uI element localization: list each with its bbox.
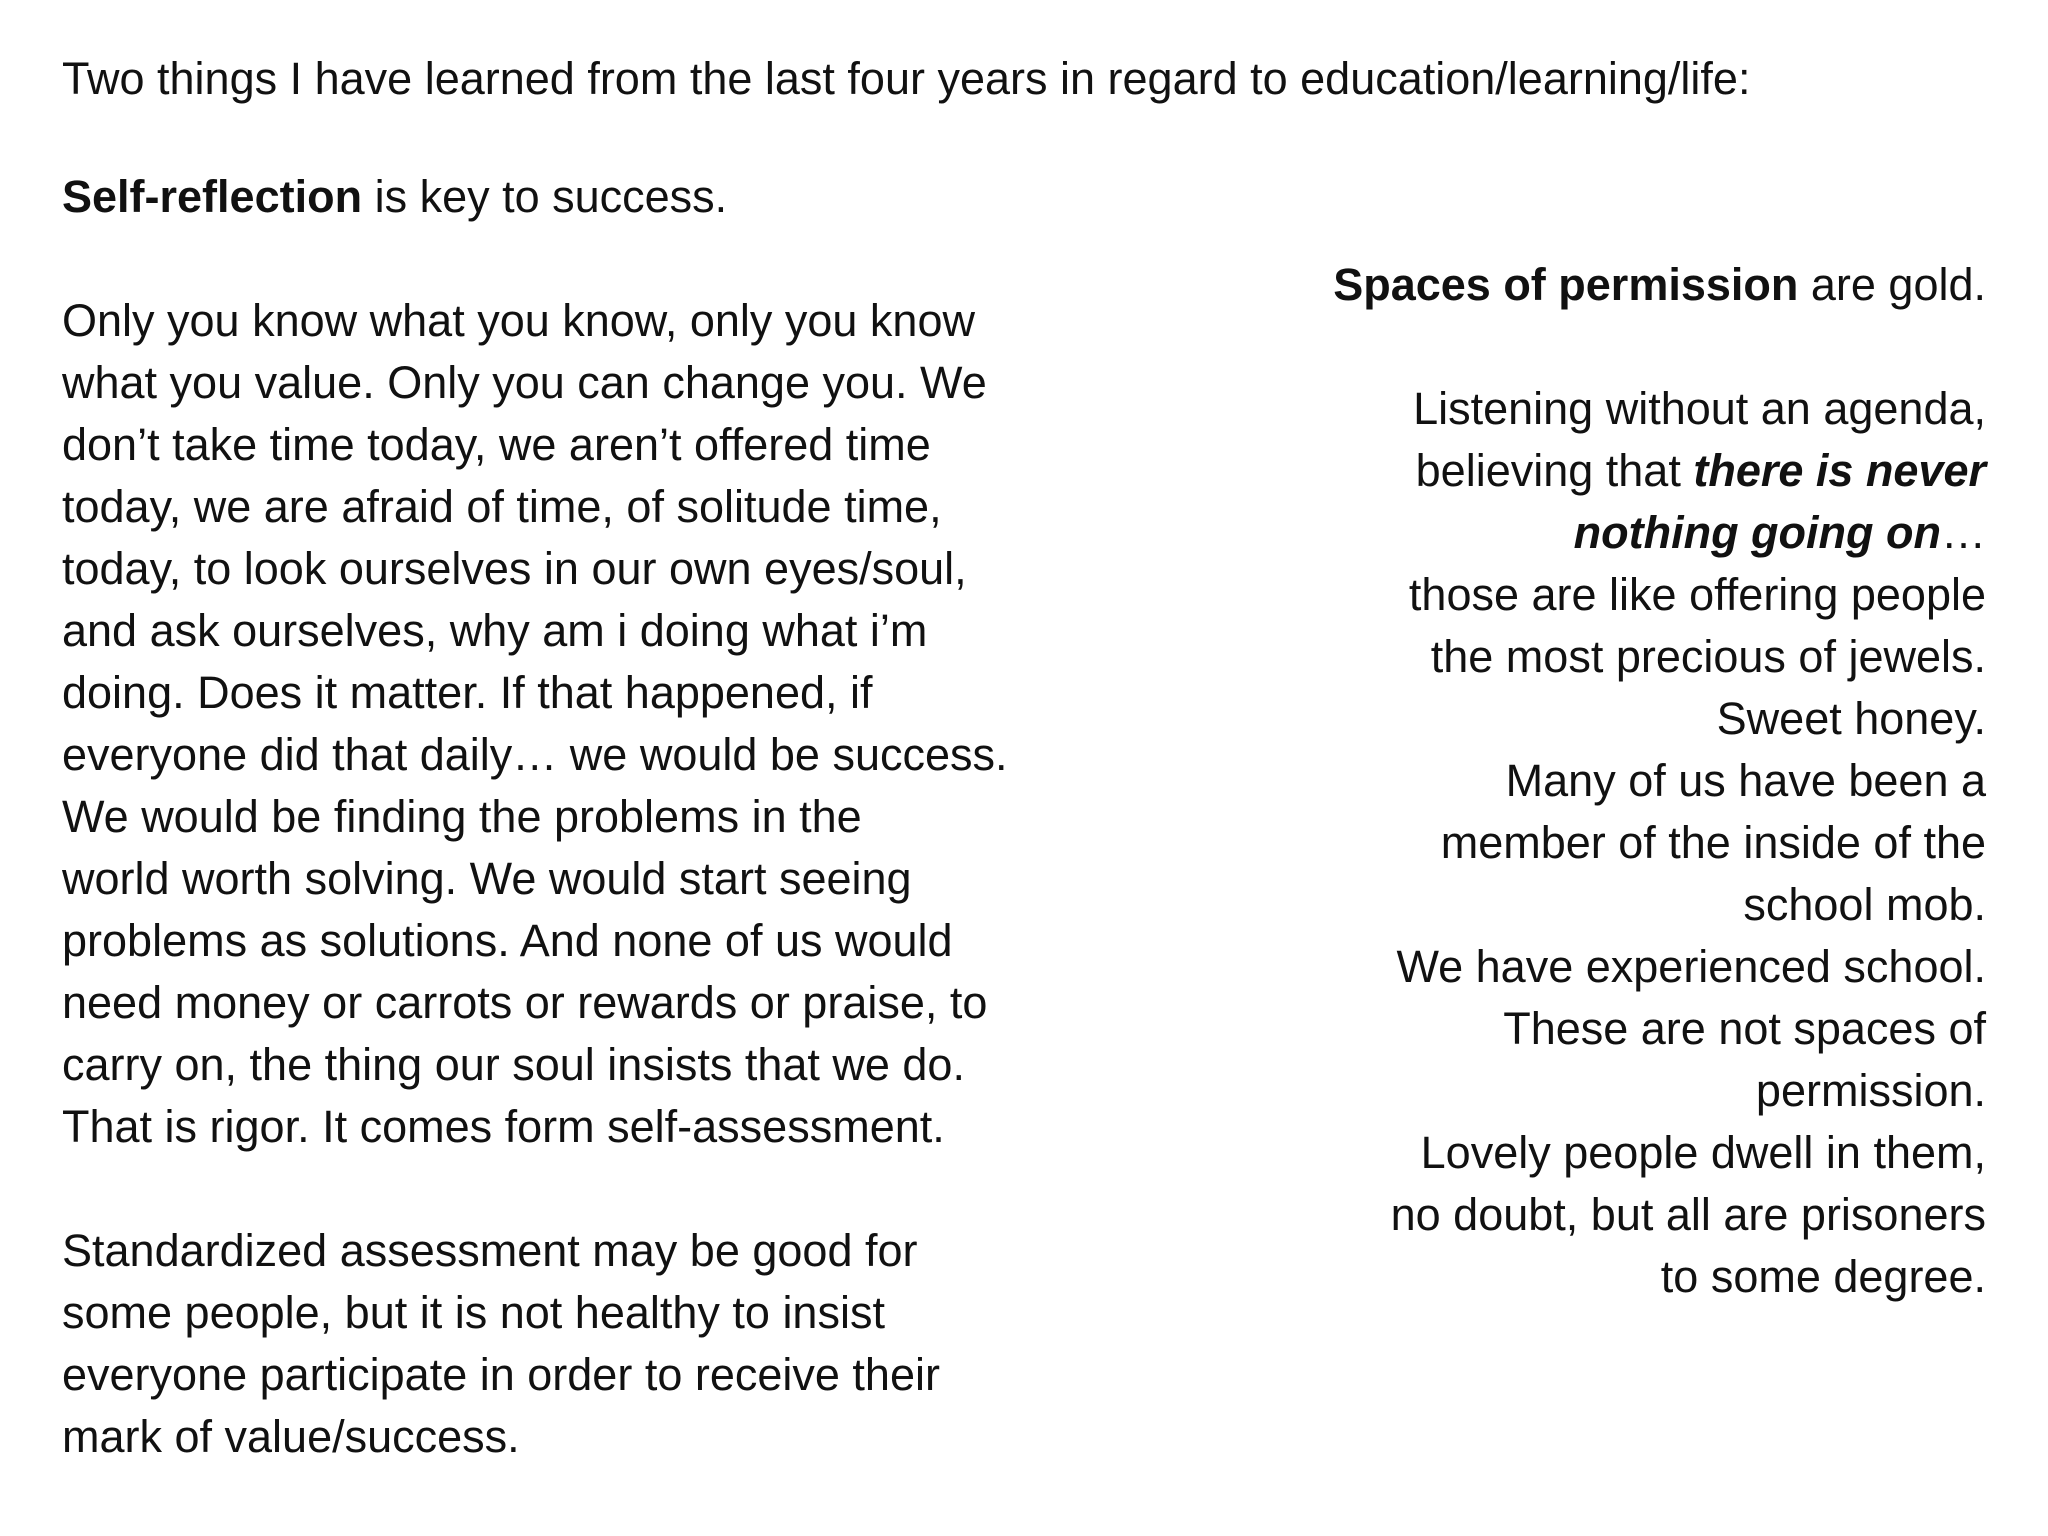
right-heading-rest: are gold. bbox=[1798, 259, 1986, 310]
text-line: world worth solving. We would start seeing bbox=[62, 853, 912, 904]
text-line: everyone participate in order to receive their bbox=[62, 1349, 940, 1400]
text-line: today, we are afraid of time, of solitude time, bbox=[62, 481, 942, 532]
text-line bbox=[1266, 502, 1986, 564]
right-paragraph bbox=[1266, 378, 1986, 1308]
left-heading-bold: Self-reflection bbox=[62, 171, 363, 222]
text-line: school mob. bbox=[1743, 879, 1986, 930]
left-paragraph-2 bbox=[62, 1220, 1062, 1468]
text-line: mark of value/success. bbox=[62, 1411, 520, 1462]
right-column bbox=[1266, 254, 1986, 1308]
emphasis-text: nothing going on bbox=[1573, 507, 1941, 558]
text-line: today, to look ourselves in our own eyes/soul, bbox=[62, 543, 967, 594]
left-heading-rest: is key to success. bbox=[362, 171, 728, 222]
left-paragraph-1 bbox=[62, 290, 1062, 1158]
text-line: member of the inside of the bbox=[1440, 817, 1986, 868]
text-line bbox=[1266, 440, 1986, 502]
text-line: some people, but it is not healthy to insist bbox=[62, 1287, 885, 1338]
intro-text: Two things I have learned from the last four years in regard to education/learning/life: bbox=[62, 53, 1751, 104]
text-line: We have experienced school. bbox=[1396, 941, 1986, 992]
text-line: Lovely people dwell in them, bbox=[1420, 1127, 1986, 1178]
right-heading bbox=[1266, 254, 1986, 316]
text-line: problems as solutions. And none of us would bbox=[62, 915, 953, 966]
text-line: That is rigor. It comes form self-assessment. bbox=[62, 1101, 945, 1152]
text-line: These are not spaces of bbox=[1503, 1003, 1986, 1054]
text-line: Many of us have been a bbox=[1505, 755, 1986, 806]
text-line: and ask ourselves, why am i doing what i’m bbox=[62, 605, 928, 656]
text-line: Standardized assessment may be good for bbox=[62, 1225, 918, 1276]
text-run: believing that bbox=[1415, 445, 1694, 496]
text-line: carry on, the thing our soul insists that we do. bbox=[62, 1039, 965, 1090]
text-line: everyone did that daily… we would be success. bbox=[62, 729, 1008, 780]
text-line: doing. Does it matter. If that happened, if bbox=[62, 667, 873, 718]
emphasis-text: there is never bbox=[1693, 445, 1986, 496]
right-heading-bold: Spaces of permission bbox=[1333, 259, 1799, 310]
left-heading bbox=[62, 166, 1062, 228]
text-line: to some degree. bbox=[1660, 1251, 1986, 1302]
text-line: no doubt, but all are prisoners bbox=[1390, 1189, 1986, 1240]
text-line: need money or carrots or rewards or praise, to bbox=[62, 977, 988, 1028]
text-line: Listening without an agenda, bbox=[1413, 383, 1986, 434]
text-line: permission. bbox=[1755, 1065, 1986, 1116]
text-run: … bbox=[1941, 507, 1986, 558]
text-line: the most precious of jewels. bbox=[1430, 631, 1986, 682]
text-line: Sweet honey. bbox=[1716, 693, 1986, 744]
text-line: what you value. Only you can change you. We bbox=[62, 357, 987, 408]
left-column bbox=[62, 166, 1062, 1468]
text-line: those are like offering people bbox=[1408, 569, 1986, 620]
text-line: Only you know what you know, only you know bbox=[62, 295, 975, 346]
text-line: We would be finding the problems in the bbox=[62, 791, 862, 842]
text-line: don’t take time today, we aren’t offered time bbox=[62, 419, 931, 470]
